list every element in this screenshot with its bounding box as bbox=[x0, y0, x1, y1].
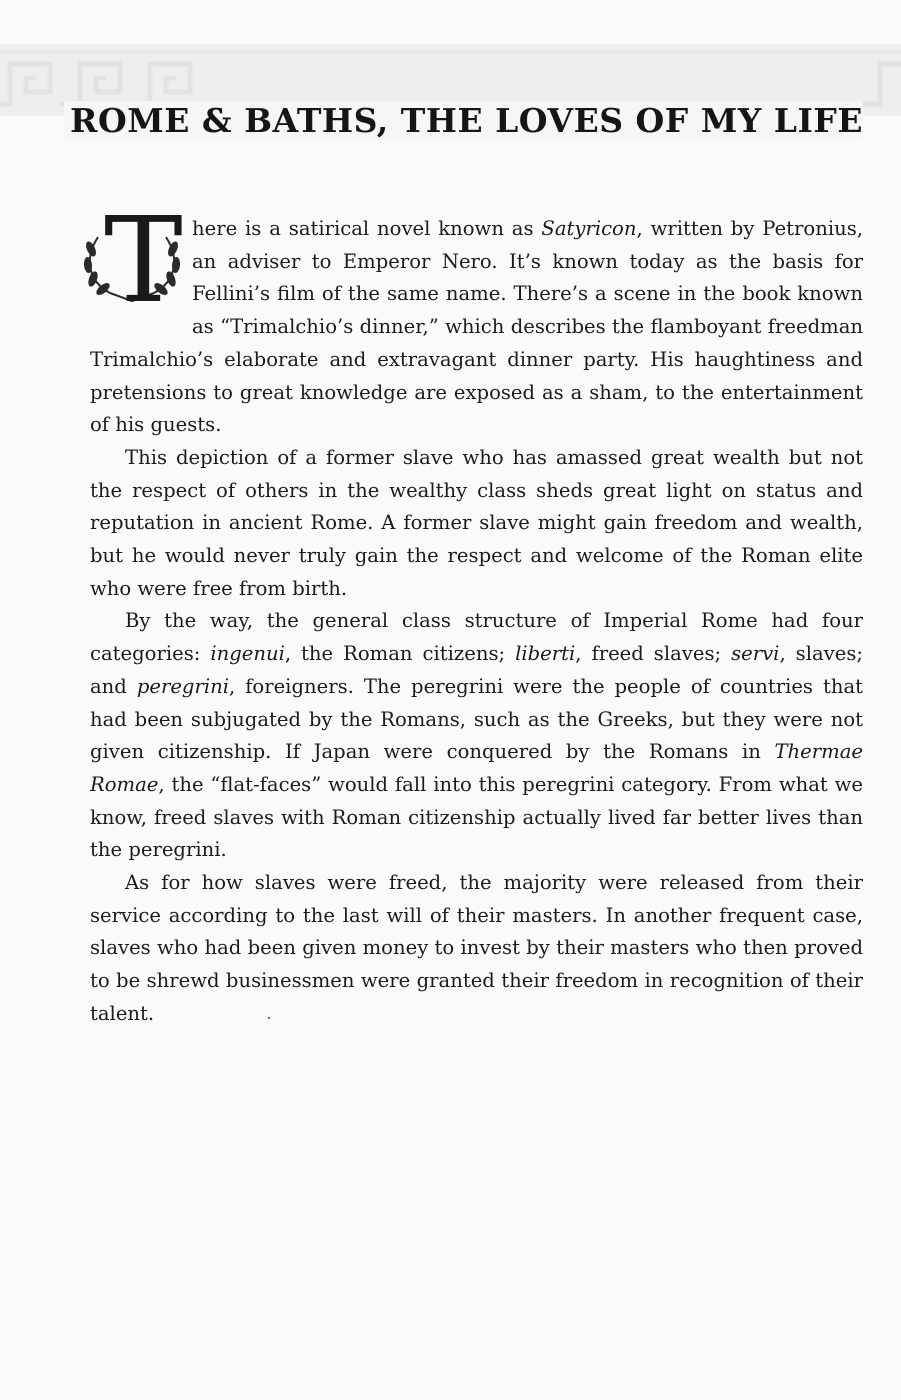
page-title: ROME & BATHS, THE LOVES OF MY LIFE bbox=[64, 101, 863, 140]
drop-cap bbox=[76, 191, 188, 329]
header-banner bbox=[0, 44, 901, 140]
paragraph-3: By the way, the general class structure of Imperial Rome had four categories: ingenui, the Roman citizens; liberti, freed slaves; servi, slaves; and peregrini, foreigners. The peregrini were the people of countries that had been subjugated by the Romans, such as the Greeks, but they were not given citizenship. If Japan were conquered by the Romans in Thermae Romae, the “flat-faces” would fall into this peregrini category. From what we know, freed slaves with Roman citizenship actually lived far better lives than the peregrini. bbox=[90, 609, 863, 862]
article-body bbox=[90, 191, 863, 1031]
drop-cap-letter: T bbox=[104, 191, 183, 329]
paragraph-2: This depiction of a former slave who has amassed great wealth but not the respect of others in the wealthy class sheds great light on status and reputation in ancient Rome. A former slave might gain freedom and wealth, but he would never truly gain the respect and welcome of the Roman elite who were free from birth. bbox=[90, 445, 863, 600]
paragraph-4: As for how slaves were freed, the majority were released from their service according to the last will of their masters. In another frequent case, slaves who had been given money to invest by their masters who then proved to be shrewd businessmen were granted their freedom in recognition of their talent. bbox=[90, 871, 863, 1025]
paragraph-1: T here is a satirical novel known as Satyricon, written by Petronius, an adviser to Emperor Nero. It’s known today as the basis for Fellini’s film of the same name. There’s a scene in the book known as “Trimalchio’s dinner,” which describes the flamboyant freedman Trimalchio’s elaborate and extravagant dinner party. His haughtiness and pretensions to great knowledge are exposed as a sham, to the entertainment of his guests. bbox=[90, 213, 863, 442]
stray-mark bbox=[268, 1017, 270, 1019]
